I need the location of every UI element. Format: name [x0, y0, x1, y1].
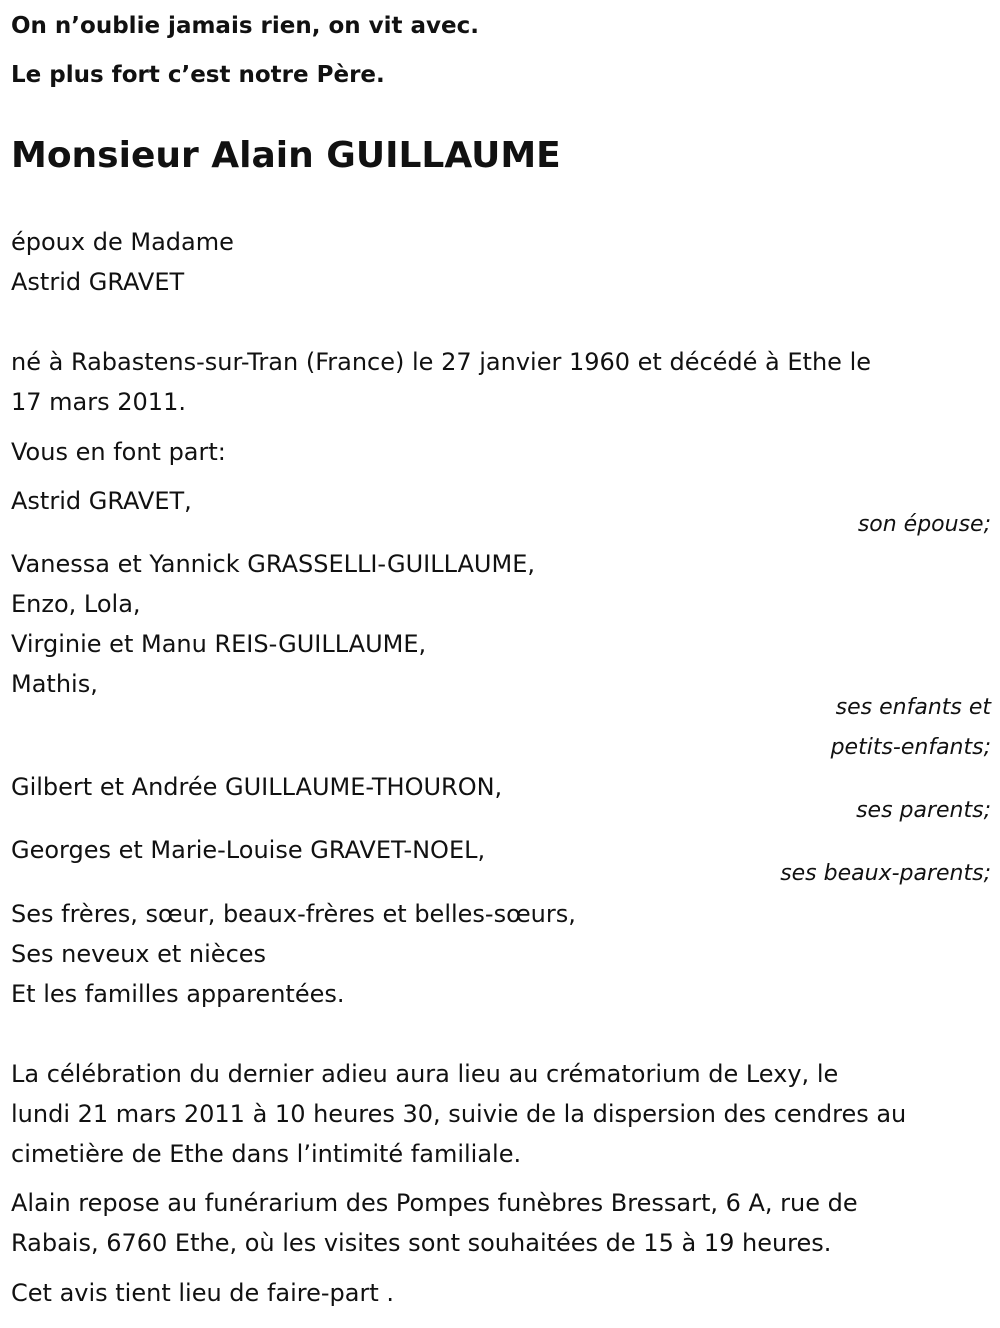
in-laws-role: ses beaux-parents; [780, 861, 991, 886]
grandchild-name: Mathis, [11, 670, 98, 698]
child-name: Vanessa et Yannick GRASSELLI-GUILLAUME, [11, 550, 535, 578]
deceased-name: Monsieur Alain GUILLAUME [11, 135, 561, 176]
ceremony-line-1: La célébration du dernier adieu aura lieu au crématorium de Lexy, le [11, 1060, 839, 1088]
closing-note: Cet avis tient lieu de faire-part . [11, 1279, 395, 1307]
spouse-line-1: époux de Madame [11, 228, 234, 256]
ceremony-line-3: cimetière de Ethe dans l’intimité familiale. [11, 1140, 522, 1168]
visit-line-1: Alain repose au funérarium des Pompes funèbres Bressart, 6 A, rue de [11, 1189, 858, 1217]
relatives-line: Ses neveux et nièces [11, 940, 267, 968]
spouse-role: son épouse; [857, 512, 991, 537]
child-name: Virginie et Manu REIS-GUILLAUME, [11, 630, 427, 658]
relatives-line: Et les familles apparentées. [11, 980, 345, 1008]
parents-role: ses parents; [856, 798, 991, 823]
grandchild-name: Enzo, Lola, [11, 590, 141, 618]
parents-name: Gilbert et Andrée GUILLAUME-THOURON, [11, 773, 503, 801]
visit-line-2: Rabais, 6760 Ethe, où les visites sont souhaitées de 15 à 19 heures. [11, 1229, 832, 1257]
spouse-name: Astrid GRAVET, [11, 487, 192, 515]
motto-line-2: Le plus fort c’est notre Père. [11, 62, 385, 88]
children-role-line-2: petits-enfants; [830, 735, 991, 760]
children-role-line-1: ses enfants et [835, 695, 991, 720]
motto-line-1: On n’oublie jamais rien, on vit avec. [11, 13, 480, 39]
in-laws-name: Georges et Marie-Louise GRAVET-NOEL, [11, 836, 486, 864]
birth-death-line-1: né à Rabastens-sur-Tran (France) le 27 janvier 1960 et décédé à Ethe le [11, 348, 872, 376]
relatives-line: Ses frères, sœur, beaux-frères et belles-sœurs, [11, 900, 576, 928]
birth-death-line-2: 17 mars 2011. [11, 388, 186, 416]
spouse-line-2: Astrid GRAVET [11, 268, 185, 296]
ceremony-line-2: lundi 21 mars 2011 à 10 heures 30, suivie de la dispersion des cendres au [11, 1100, 907, 1128]
announcement-intro: Vous en font part: [11, 438, 226, 466]
